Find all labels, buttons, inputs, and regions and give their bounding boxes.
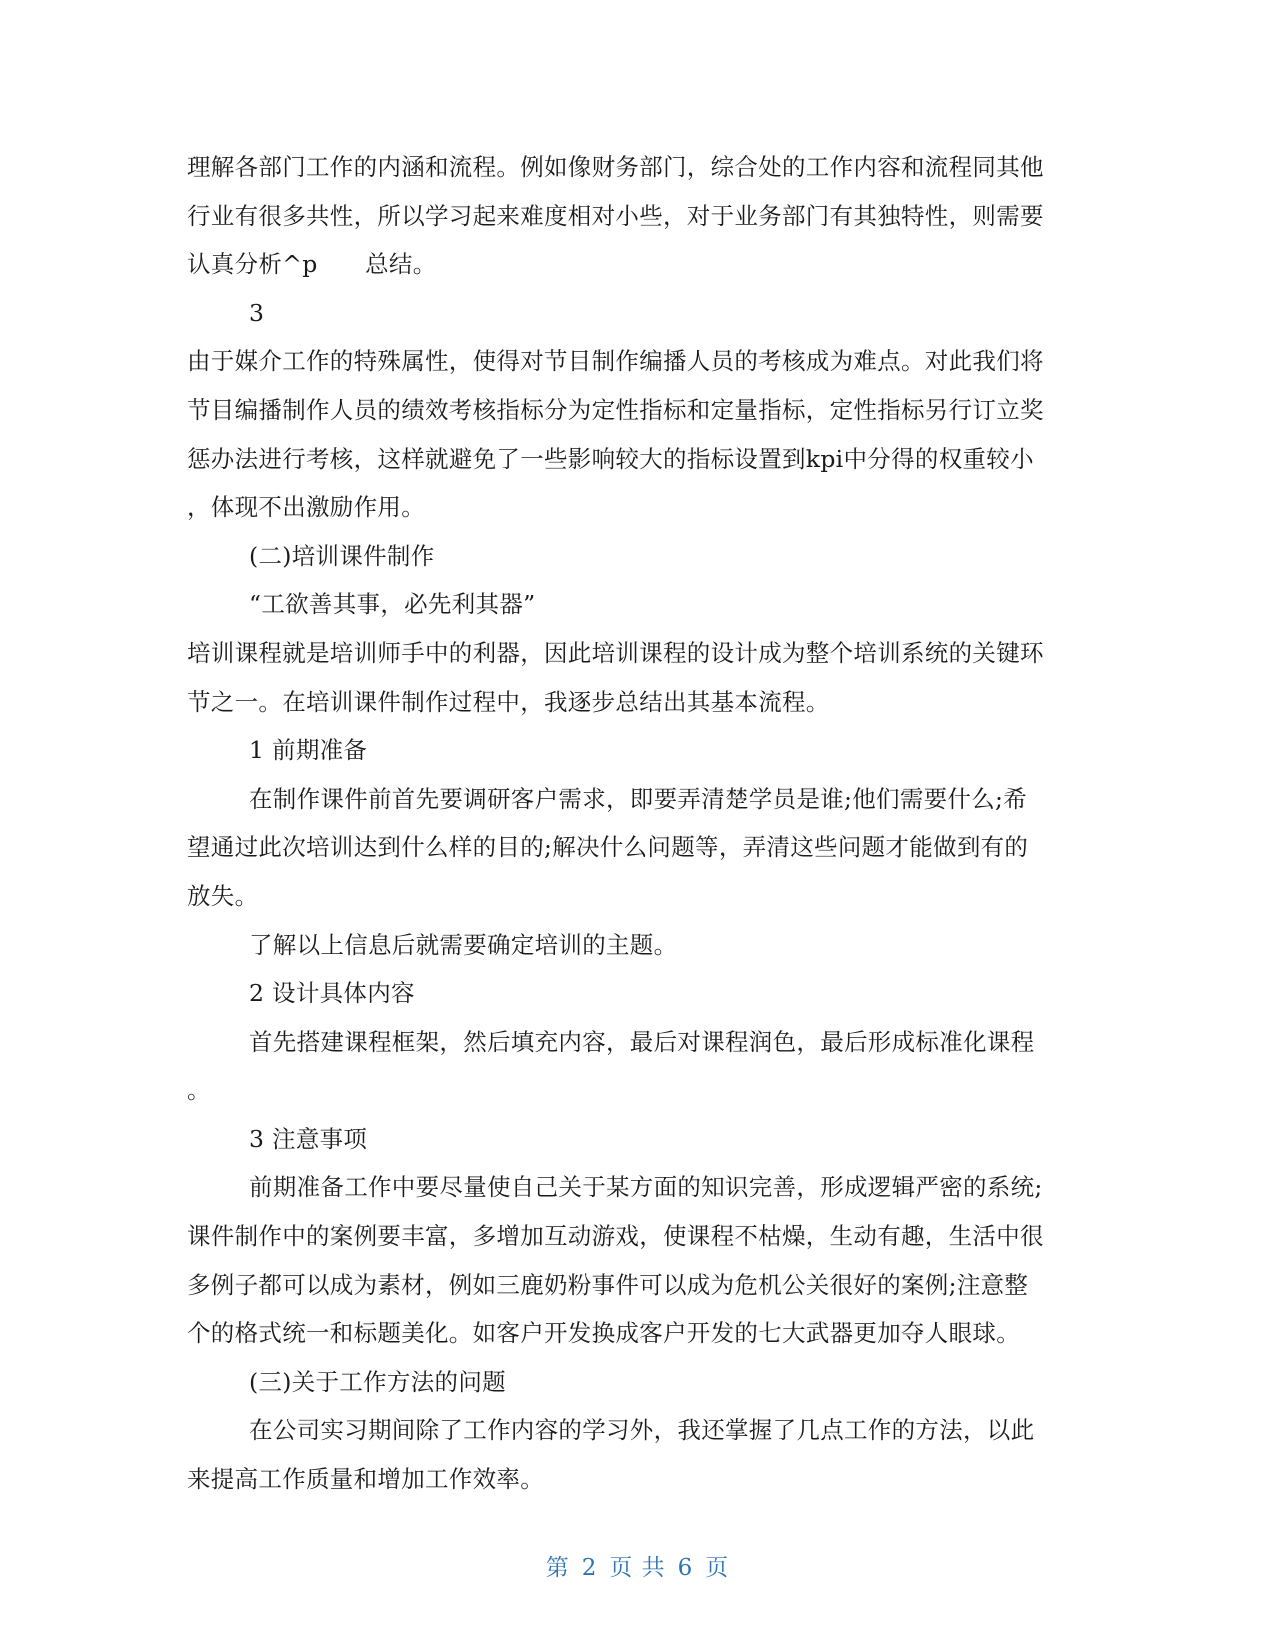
section-heading: (二)培训课件制作	[249, 541, 435, 570]
text-line: 来提高工作质量和增加工作效率。	[187, 1465, 544, 1494]
text-line: 惩办法进行考核，这样就避免了一些影响较大的指标设置到kpi中分得的权重较小	[187, 444, 1034, 473]
subsection-heading: 2 设计具体内容	[249, 979, 415, 1008]
text-line: 多例子都可以成为素材，例如三鹿奶粉事件可以成为危机公关很好的案例;注意整	[187, 1270, 1029, 1299]
text-line: 前期准备工作中要尽量使自己关于某方面的知识完善，形成逻辑严密的系统;	[249, 1173, 1043, 1202]
text-line: 了解以上信息后就需要确定培训的主题。	[249, 930, 678, 959]
text-line: ，体现不出激励作用。	[187, 493, 425, 522]
text-line: 课件制作中的案例要丰富，多增加互动游戏，使课程不枯燥，生动有趣，生活中很	[187, 1222, 1044, 1251]
text-line: 行业有很多共性，所以学习起来难度相对小些，对于业务部门有其独特性，则需要	[187, 201, 1044, 230]
text-line: 节之一。在培训课件制作过程中，我逐步总结出其基本流程。	[187, 687, 830, 716]
document-body	[187, 143, 1087, 1504]
text-line: 在公司实习期间除了工作内容的学习外，我还掌握了几点工作的方法，以此	[249, 1416, 1035, 1445]
section-heading: (三)关于工作方法的问题	[249, 1367, 506, 1396]
footer-middle: 页 共	[609, 1555, 666, 1581]
page-footer	[0, 1549, 1275, 1582]
text-line: 节目编播制作人员的绩效考核指标分为定性指标和定量指标，定性指标另行订立奖	[187, 395, 1044, 424]
text-line: 在制作课件前首先要调研客户需求，即要弄清楚学员是谁;他们需要什么;希	[249, 784, 1028, 813]
text-line: 培训课程就是培训师手中的利器，因此培训课程的设计成为整个培训系统的关键环	[187, 638, 1044, 667]
quote-line: “工欲善其事，必先利其器”	[249, 590, 536, 619]
text-line: 。	[187, 1076, 211, 1105]
text-line: 由于媒介工作的特殊属性，使得对节目制作编播人员的考核成为难点。对此我们将	[187, 347, 1044, 376]
footer-prefix: 第	[545, 1555, 570, 1581]
text-line: 放失。	[187, 881, 259, 910]
text-line: 理解各部门工作的内涵和流程。例如像财务部门，综合处的工作内容和流程同其他	[187, 153, 1044, 181]
text-line: 首先搭建课程框架，然后填充内容，最后对课程润色，最后形成标准化课程	[249, 1027, 1035, 1056]
section-number: 3	[249, 298, 265, 327]
text-line: 个的格式统一和标题美化。如客户开发换成客户开发的七大武器更加夺人眼球。	[187, 1319, 1020, 1348]
subsection-heading: 1 前期准备	[249, 736, 368, 765]
page-number: 2	[581, 1555, 598, 1581]
total-pages: 6	[677, 1555, 694, 1581]
text-line: 认真分析^p 总结。	[187, 250, 437, 279]
subsection-heading: 3 注意事项	[249, 1124, 368, 1153]
text-line: 望通过此次培训达到什么样的目的;解决什么问题等，弄清这些问题才能做到有的	[187, 833, 1029, 862]
footer-suffix: 页	[705, 1555, 730, 1581]
